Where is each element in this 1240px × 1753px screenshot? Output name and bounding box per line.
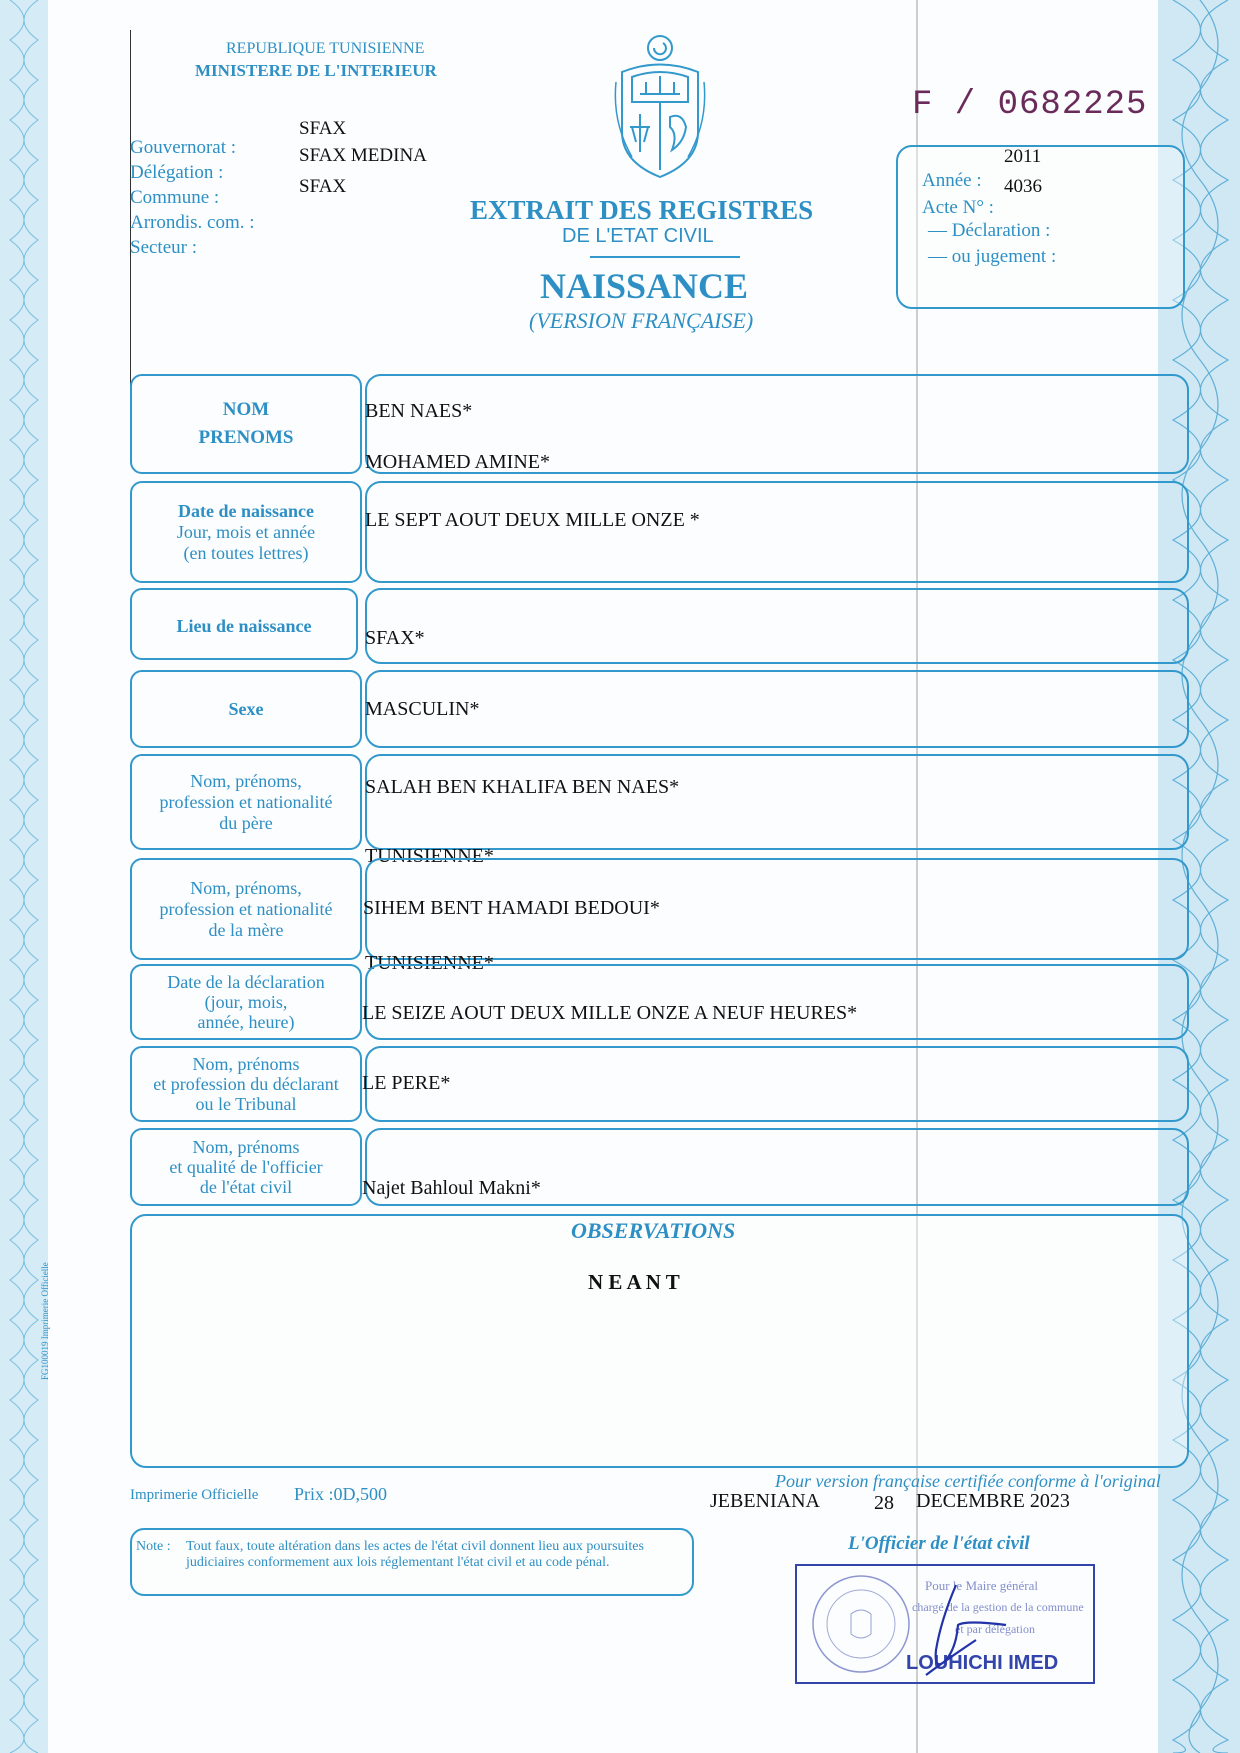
prix-label: Prix :0D,500 [294,1484,388,1504]
declarant-value: LE PERE* [362,1072,451,1094]
observations-title: OBSERVATIONS [571,1218,736,1243]
observations-text: N E A N T [588,1270,680,1294]
mere-label-3: de la mère [208,919,284,940]
date-naissance-label: Date de naissance [178,500,314,521]
declarant-label-3: ou le Tribunal [195,1094,297,1114]
secteur-label: Secteur : [130,237,198,258]
note-label: Note : [136,1539,171,1554]
mere-label-1: Nom, prénoms, [190,877,302,898]
nom-label: NOM [222,399,270,420]
pere-value-cell [365,754,1189,850]
sexe-value: MASCULIN* [365,698,480,720]
jugement-label: — ou jugement : [928,246,1057,267]
declarant-label-cell [130,1046,362,1122]
stamp-officer-name: LOUHICHI IMED [906,1652,1059,1674]
imprimerie-label: Imprimerie Officielle [130,1487,259,1503]
mere-nationalite-value: TUNISIENNE* [365,952,494,974]
coat-of-arms-emblem [612,32,708,182]
mere-value: SIHEM BENT HAMADI BEDOUI* [363,897,660,919]
date-naissance-sublabel: Jour, mois et année [176,521,316,542]
signature-mark [896,1580,1016,1680]
guilloche-border-left [0,0,48,1753]
day-value: 28 [874,1492,894,1514]
date-naissance-value-cell [365,481,1189,583]
declarant-value-cell [365,1046,1189,1122]
place-value: JEBENIANA [710,1490,820,1512]
officier-value: Najet Bahloul Makni* [362,1177,541,1199]
date-declaration-label-cell [130,964,362,1040]
document-type: NAISSANCE [540,266,749,306]
stamp-line-3: et par délégation [955,1622,1035,1636]
annee-value: 2011 [1004,146,1042,167]
version-label: (VERSION FRANÇAISE) [529,308,754,333]
delegation-label: Délégation : [130,162,224,183]
pere-value: SALAH BEN KHALIFA BEN NAES* [365,776,680,798]
certified-statement: Pour version française certifiée conforme à l'original [775,1471,1161,1491]
sexe-label-cell [130,670,362,748]
date-naissance-sublabel2: (en toutes lettres) [183,542,309,563]
title-line2: DE L'ETAT CIVIL [562,225,714,247]
declarant-label-1: Nom, prénoms [192,1054,300,1074]
title-line1: EXTRAIT DES REGISTRES [470,195,814,225]
date-naissance-label-cell [130,481,362,583]
commune-label: Commune : [130,187,220,208]
officier-label-2: et qualité de l'officier [169,1157,323,1177]
margin-line [130,30,131,390]
lieu-naissance-value-cell [365,588,1189,664]
side-print-code: FG100019 Imprimerie Officielle [40,1262,50,1380]
declaration-label: — Déclaration : [928,220,1051,241]
acte-label: Acte N° : [922,197,994,218]
ministry-name: MINISTERE DE L'INTERIEUR [195,61,437,80]
commune-value: SFAX [299,176,347,197]
annee-label: Année : [922,170,982,191]
lieu-naissance-label-cell [130,588,358,660]
officier-label-3: de l'état civil [199,1177,293,1197]
delegation-value: SFAX MEDINA [299,145,427,166]
prenoms-value: MOHAMED AMINE* [365,451,550,473]
country-name: REPUBLIQUE TUNISIENNE [226,40,425,57]
observations-box [130,1214,1189,1468]
mere-label-cell [130,858,362,960]
officier-label-1: Nom, prénoms [192,1137,300,1157]
gouvernorat-label: Gouvernorat : [130,137,237,158]
officer-title: L'Officier de l'état civil [848,1533,1030,1554]
pere-label-1: Nom, prénoms, [190,770,302,791]
declarant-label-2: et profession du déclarant [153,1074,339,1094]
lieu-naissance-label: Lieu de naissance [176,616,312,636]
date-declaration-label-2: (jour, mois, [204,992,288,1012]
sexe-value-cell [365,670,1189,748]
date-naissance-value: LE SEPT AOUT DEUX MILLE ONZE * [365,509,700,531]
pere-label-2: profession et nationalité [159,791,333,812]
gouvernorat-value: SFAX [299,118,347,139]
pere-label-3: du père [219,812,273,833]
note-text: Tout faux, toute altération dans les actes de l'état civil donnent lieu aux poursuites judiciaires conformement aux lois réglementant l'état civil et au code pénal. [186,1539,644,1570]
nom-prenoms-label-cell [130,374,362,474]
title-underline [590,256,740,258]
pere-label-cell [130,754,362,850]
officier-label-cell [130,1128,362,1206]
date-declaration-label-1: Date de la déclaration [167,972,325,992]
arrondissement-label: Arrondis. com. : [130,212,255,233]
date-declaration-value: LE SEIZE AOUT DEUX MILLE ONZE A NEUF HEURES* [362,1002,858,1024]
sexe-label: Sexe [228,698,264,719]
mere-label-2: profession et nationalité [159,898,333,919]
stamp-line-2: chargé de la gestion de la commune [912,1600,1084,1614]
lieu-naissance-value: SFAX* [365,627,425,649]
nom-value: BEN NAES* [365,400,473,422]
date-declaration-label-3: année, heure) [197,1012,295,1032]
prenoms-label: PRENOMS [198,427,294,448]
serial-number: F / 0682225 [912,86,1148,124]
pere-nationalite-value: TUNISIENNE* [365,845,494,867]
stamp-line-1: Pour le Maire général [925,1578,1038,1593]
month-year-value: DECEMBRE 2023 [916,1490,1070,1512]
acte-value: 4036 [1004,176,1042,197]
